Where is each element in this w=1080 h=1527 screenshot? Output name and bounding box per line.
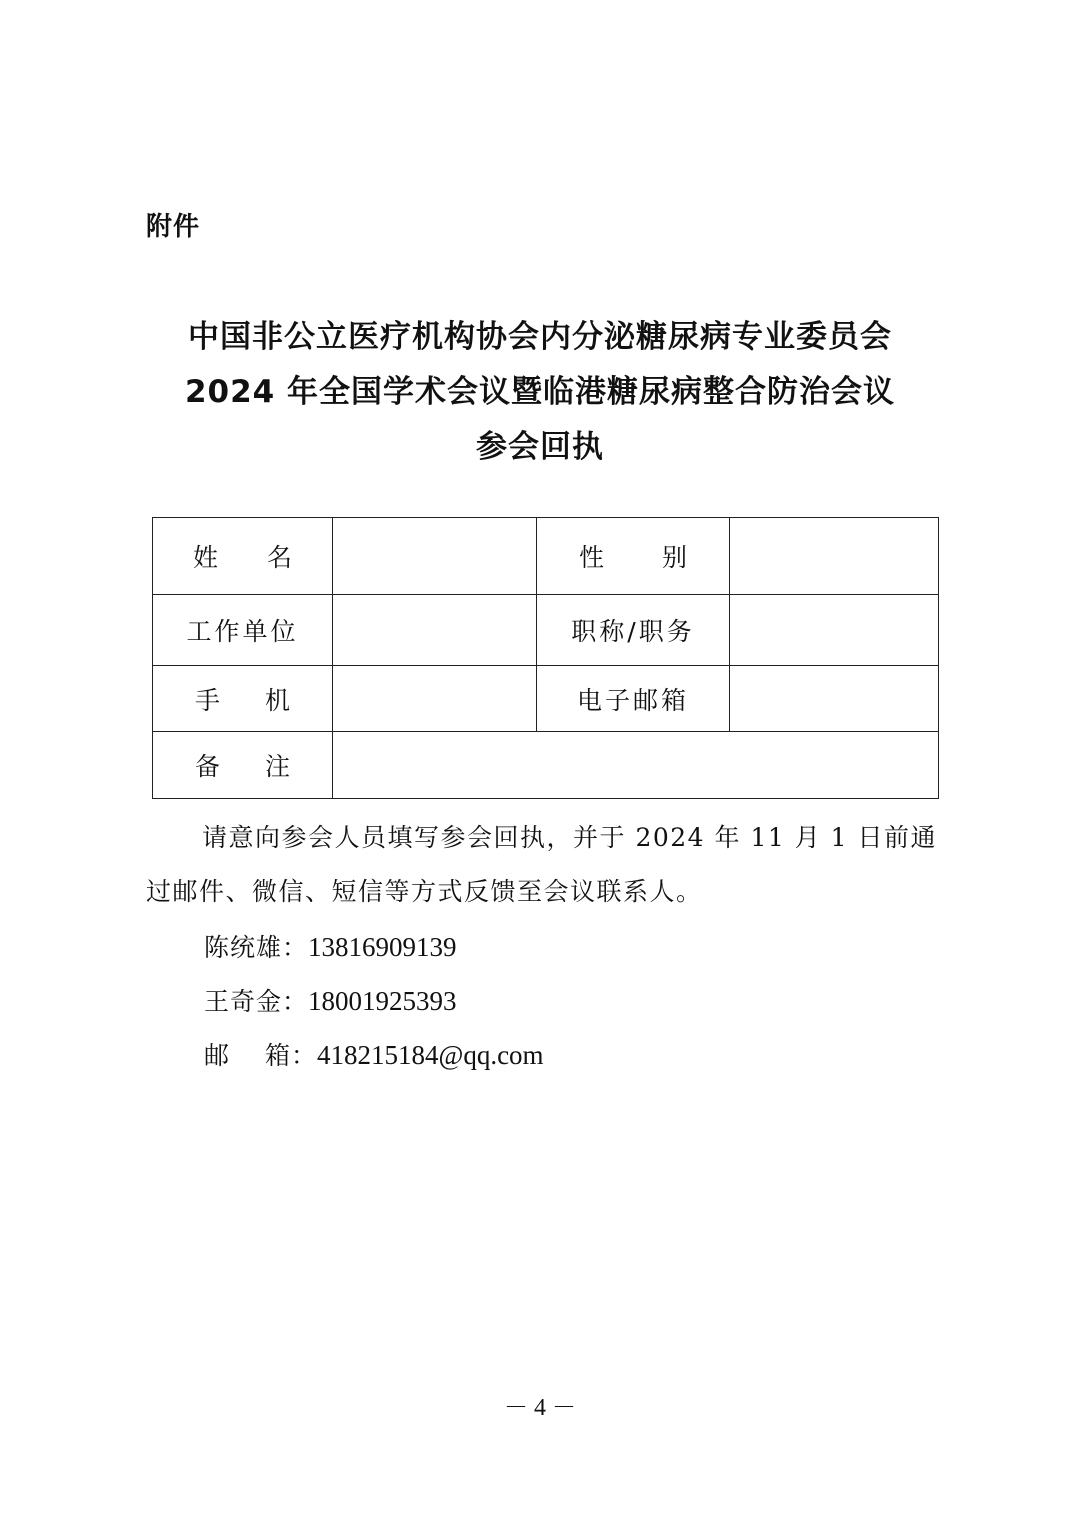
mobile-label-char-1: 手 [195, 685, 221, 715]
work-unit-label-cell [153, 595, 333, 666]
contact-line-email [204, 1036, 544, 1072]
notice-line-1: 请意向参会人员填写参会回执，并于 2024 年 11 月 1 日前通 [202, 823, 938, 852]
remarks-value-cell[interactable] [333, 732, 939, 799]
attachment-label: 附件 [146, 212, 201, 242]
gender-label-char-2: 别 [661, 543, 687, 572]
work-unit-value-cell[interactable] [333, 595, 537, 666]
table-row [153, 732, 939, 799]
remarks-label-char-1: 备 [195, 752, 221, 781]
name-label-char-1: 姓 [193, 543, 219, 572]
email-value-cell[interactable] [730, 666, 939, 732]
page-number: － 4 － [504, 1395, 576, 1421]
document-title-line-1: 中国非公立医疗机构协会内分泌糖尿病专业委员会 [188, 319, 892, 355]
mobile-value-cell[interactable] [333, 666, 537, 732]
table-row [153, 518, 939, 595]
email-label-cell [537, 666, 730, 732]
document-title-line-3: 参会回执 [476, 429, 604, 465]
email-label: 电子邮箱 [576, 685, 689, 715]
contact-phone: 18001925393 [308, 986, 457, 1016]
gender-value-cell[interactable] [730, 518, 939, 595]
name-value-cell[interactable] [333, 518, 537, 595]
notice-line-2: 过邮件、微信、短信等方式反馈至会议联系人。 [146, 877, 703, 906]
remarks-label-cell [153, 732, 333, 799]
work-unit-label: 工作单位 [186, 617, 299, 646]
contact-label: 邮 箱： [204, 1041, 317, 1070]
table-row [153, 666, 939, 732]
gender-label-char-1: 性 [579, 543, 605, 572]
contact-label: 王奇金： [204, 987, 309, 1016]
document-title-line-2: 2024 年全国学术会议暨临港糖尿病整合防治会议 [184, 374, 896, 410]
title-position-label: 职称/职务 [571, 617, 695, 646]
contact-phone: 13816909139 [308, 932, 457, 962]
registration-form-table [152, 517, 939, 799]
title-position-value-cell[interactable] [730, 595, 939, 666]
title-position-label-cell [537, 595, 730, 666]
contact-line-chen [204, 928, 457, 964]
contact-email: 418215184@qq.com [316, 1040, 544, 1070]
contact-line-wang [204, 982, 457, 1018]
contact-label: 陈统雄： [204, 933, 309, 962]
gender-label-cell [537, 518, 730, 595]
remarks-label-char-2: 注 [264, 752, 290, 781]
mobile-label-char-2: 机 [264, 685, 290, 715]
mobile-label-cell [153, 666, 333, 732]
table-row [153, 595, 939, 666]
name-label-char-2: 名 [266, 543, 292, 572]
name-label-cell [153, 518, 333, 595]
